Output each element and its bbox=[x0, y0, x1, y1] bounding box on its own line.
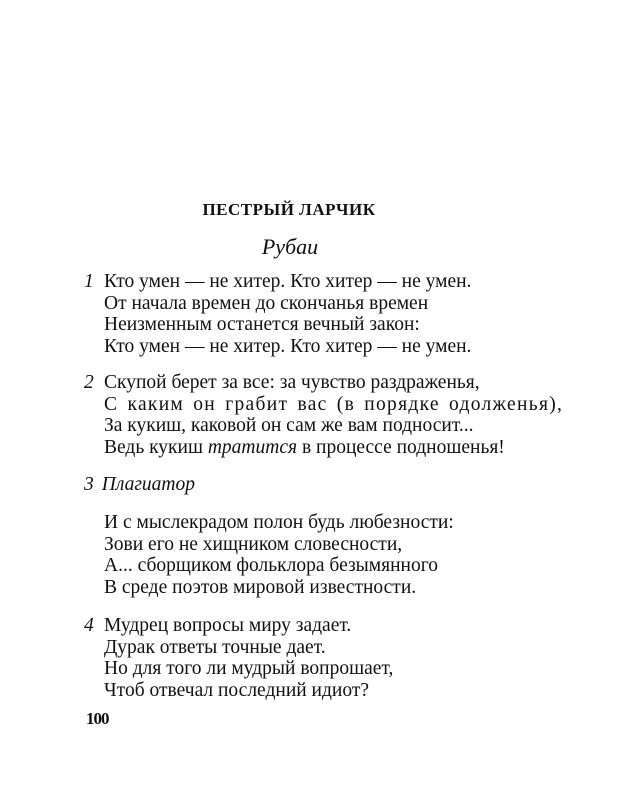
poem-line: И с мыслекрадом полон будь любезности: bbox=[104, 512, 454, 533]
poem-number: 4 bbox=[84, 615, 94, 636]
poem-line bbox=[104, 437, 563, 459]
poem-line: Кто умен — не хитер. Кто хитер — не умен. bbox=[104, 335, 472, 357]
poem-line: В среде поэтов мировой известности. bbox=[104, 576, 417, 598]
poem-number: 3 bbox=[84, 474, 94, 495]
line-part: в процессе подношенья! bbox=[301, 436, 505, 458]
italic-word: тратится bbox=[207, 436, 298, 458]
poem-title: Плагиатор bbox=[101, 474, 196, 495]
poem-line: Неизменным останется вечный закон: bbox=[104, 314, 420, 336]
poem-line: С каким он грабит вас (в порядке одолженья), bbox=[104, 393, 564, 415]
poem-line: Но для того ли мудрый вопрошает, bbox=[104, 658, 394, 680]
poem-line: Чтоб отвечал последний идиот? bbox=[104, 679, 370, 701]
poem-line: А... сборщиком фольклора безымянного bbox=[104, 555, 438, 577]
poem-number: 1 bbox=[84, 271, 94, 292]
poem-1 bbox=[84, 271, 471, 357]
section-title: ПЕСТРЫЙ ЛАРЧИК bbox=[202, 200, 376, 219]
poem-line: Мудрец вопросы миру задает. bbox=[104, 615, 352, 636]
poem-3-heading bbox=[84, 474, 195, 496]
poem-line: От начала времен до скончанья времен bbox=[104, 292, 429, 314]
poem-line: Кто умен — не хитер. Кто хитер — не умен. bbox=[104, 271, 472, 292]
poem-number: 2 bbox=[84, 372, 94, 393]
line-part: Ведь кукиш bbox=[104, 436, 203, 458]
poem-line: Дурак ответы точные дает. bbox=[104, 636, 326, 658]
poem-line: Скупой берет за все: за чувство раздраженья, bbox=[104, 372, 480, 393]
poem-line: Зови его не хищником словесности, bbox=[104, 533, 403, 555]
poem-2 bbox=[84, 372, 563, 458]
poem-4 bbox=[84, 615, 393, 701]
page-number: 100 bbox=[86, 709, 109, 728]
poem-3 bbox=[84, 512, 454, 598]
poem-line: За кукиш, каковой он сам же вам подносит... bbox=[104, 415, 474, 437]
subtitle: Рубаи bbox=[261, 234, 319, 259]
